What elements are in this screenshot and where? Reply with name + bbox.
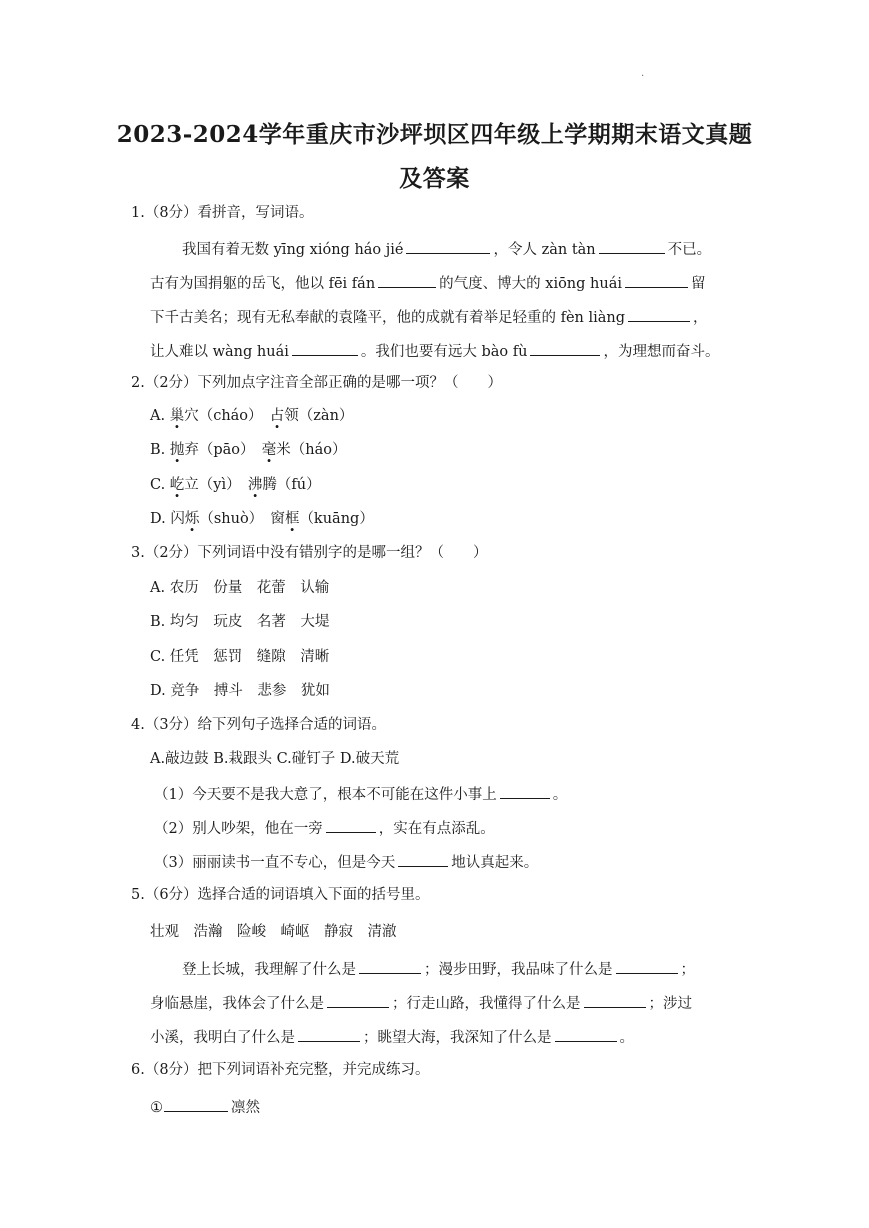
answer-blank[interactable]: [298, 1026, 360, 1042]
q1-line2: [150, 272, 706, 294]
q2-option-b[interactable]: [150, 440, 347, 460]
q5-line3-text-c: 。: [619, 1030, 634, 1046]
q2-c-prefix: C.: [150, 477, 170, 493]
emphasized-char: 抛: [169, 442, 185, 458]
q2-d-mid: （shuò） 窗: [199, 511, 285, 527]
q1-line1-text-a: 我国有着无数 yīng xióng háo jié: [182, 242, 404, 258]
q2-b-mid: 弃（pāo）: [184, 442, 262, 458]
q1-line1-text-b: ，令人 zàn tàn: [493, 242, 596, 258]
q6-item-1-number: ①: [150, 1100, 163, 1116]
q1-line2-text-a: 古有为国捐躯的岳飞，他以 fēi fán: [150, 276, 376, 292]
answer-blank[interactable]: [500, 783, 550, 799]
q2-a-mid: 穴（cháo）: [184, 408, 270, 424]
q3-option-d[interactable]: D. 竞争 搏斗 悲参 犹如: [150, 683, 330, 699]
q2-option-c[interactable]: [150, 475, 321, 495]
corner-mark: .: [641, 68, 645, 79]
answer-blank[interactable]: [327, 992, 389, 1008]
emphasized-char: 屹: [169, 477, 185, 493]
q4-options: A.敲边鼓 B.栽跟头 C.碰钉子 D.破天荒: [150, 751, 400, 767]
q2-a-prefix: A.: [150, 408, 170, 424]
answer-blank[interactable]: [326, 817, 376, 833]
answer-blank[interactable]: [530, 340, 600, 356]
q5-line2: [150, 992, 692, 1014]
answer-blank[interactable]: [359, 958, 421, 974]
q1-line1-text-c: 不已。: [667, 242, 712, 258]
q5-line1-text-a: 登上长城，我理解了什么是: [182, 962, 356, 978]
answer-blank[interactable]: [625, 272, 688, 288]
q4-s3-end: 地认真起来。: [451, 855, 539, 871]
q2-a-end: 领（zàn）: [284, 408, 354, 424]
q6-item-1-word: 凛然: [231, 1100, 260, 1116]
q6-item-1: [150, 1096, 260, 1118]
q2-option-d[interactable]: [150, 509, 374, 529]
q4-s1-text: （1）今天要不是我大意了，根本不可能在这件小事上: [154, 787, 497, 803]
q4-s2-end: ，实在有点添乱。: [378, 821, 495, 837]
q5-line2-text-c: ；涉过: [648, 996, 692, 1012]
q4-s2-text: （2）别人吵架，他在一旁: [154, 821, 323, 837]
q5-word-bank: 壮观 浩瀚 险峻 崎岖 静寂 清澈: [150, 924, 397, 940]
q3-option-a[interactable]: A. 农历 份量 花蕾 认输: [150, 580, 330, 596]
q1-line4: [150, 340, 719, 362]
answer-blank[interactable]: [599, 238, 665, 254]
q5-line2-text-b: ；行走山路，我懂得了什么是: [392, 996, 581, 1012]
emphasized-char: 框: [284, 511, 300, 527]
q5-line1-text-b: ；漫步田野，我品味了什么是: [424, 962, 613, 978]
q2-heading: 2.（2分）下列加点字注音全部正确的是哪一项？（ ）: [131, 375, 503, 391]
q2-c-mid: 立（yì）: [184, 477, 248, 493]
q4-sentence-1: [154, 783, 567, 805]
q2-option-a[interactable]: [150, 406, 353, 426]
answer-blank[interactable]: [398, 851, 448, 867]
q4-s3-text: （3）丽丽读书一直不专心，但是今天: [154, 855, 396, 871]
q1-line4-text-b: 。我们也要有远大 bào fù: [360, 344, 528, 360]
document-title-line1: 2023-2024学年重庆市沙坪坝区四年级上学期期末语文真题: [116, 121, 753, 148]
q5-line3-text-b: ；眺望大海，我深知了什么是: [363, 1030, 552, 1046]
q5-line1: [182, 958, 695, 980]
q1-line3-text-a: 下千古美名；现有无私奉献的袁隆平，他的成就有着举足轻重的 fèn liàng: [150, 310, 626, 326]
answer-blank[interactable]: [628, 306, 690, 322]
q4-heading: 4.（3分）给下列句子选择合适的词语。: [131, 717, 387, 733]
q6-heading: 6.（8分）把下列词语补充完整，并完成练习。: [131, 1062, 430, 1078]
emphasized-char: 毫: [261, 442, 277, 458]
emphasized-char: 巢: [169, 408, 185, 424]
q1-line2-text-c: 留: [691, 276, 706, 292]
emphasized-char: 沸: [247, 477, 263, 493]
q2-b-end: 米（háo）: [276, 442, 347, 458]
answer-blank[interactable]: [378, 272, 436, 288]
q2-b-prefix: B.: [150, 442, 170, 458]
q2-c-end: 腾（fú）: [262, 477, 321, 493]
q4-s1-end: 。: [552, 787, 568, 803]
q3-option-c[interactable]: C. 任凭 惩罚 缝隙 清晰: [150, 649, 330, 665]
q5-heading: 5.（6分）选择合适的词语填入下面的括号里。: [131, 887, 430, 903]
q1-heading: 1.（8分）看拼音，写词语。: [131, 205, 314, 221]
q4-sentence-2: [154, 817, 495, 839]
q5-line1-text-c: ；: [680, 962, 695, 978]
answer-blank[interactable]: [292, 340, 358, 356]
answer-blank[interactable]: [164, 1096, 228, 1112]
answer-blank[interactable]: [406, 238, 490, 254]
q3-heading: 3.（2分）下列词语中没有错别字的是哪一组？（ ）: [131, 545, 488, 561]
emphasized-char: 占: [269, 408, 285, 424]
q2-d-end: （kuāng）: [299, 511, 374, 527]
q4-sentence-3: [154, 851, 538, 873]
q1-line3: [150, 306, 708, 328]
q1-line3-text-b: ，: [693, 310, 708, 326]
answer-blank[interactable]: [616, 958, 678, 974]
q1-line2-text-b: 的气度、博大的 xiōng huái: [439, 276, 622, 292]
q3-option-b[interactable]: B. 均匀 玩皮 名著 大堤: [150, 614, 330, 630]
answer-blank[interactable]: [555, 1026, 617, 1042]
q5-line2-text-a: 身临悬崖，我体会了什么是: [150, 996, 324, 1012]
q2-d-prefix: D. 闪: [150, 511, 185, 527]
emphasized-char: 烁: [184, 511, 200, 527]
q1-line4-text-a: 让人难以 wàng huái: [150, 344, 289, 360]
q5-line3-text-a: 小溪，我明白了什么是: [150, 1030, 295, 1046]
q1-line4-text-c: ，为理想而奋斗。: [603, 344, 720, 360]
document-title-line2: 及答案: [399, 165, 470, 192]
q1-line1: [182, 238, 711, 260]
q5-line3: [150, 1026, 634, 1048]
answer-blank[interactable]: [584, 992, 646, 1008]
